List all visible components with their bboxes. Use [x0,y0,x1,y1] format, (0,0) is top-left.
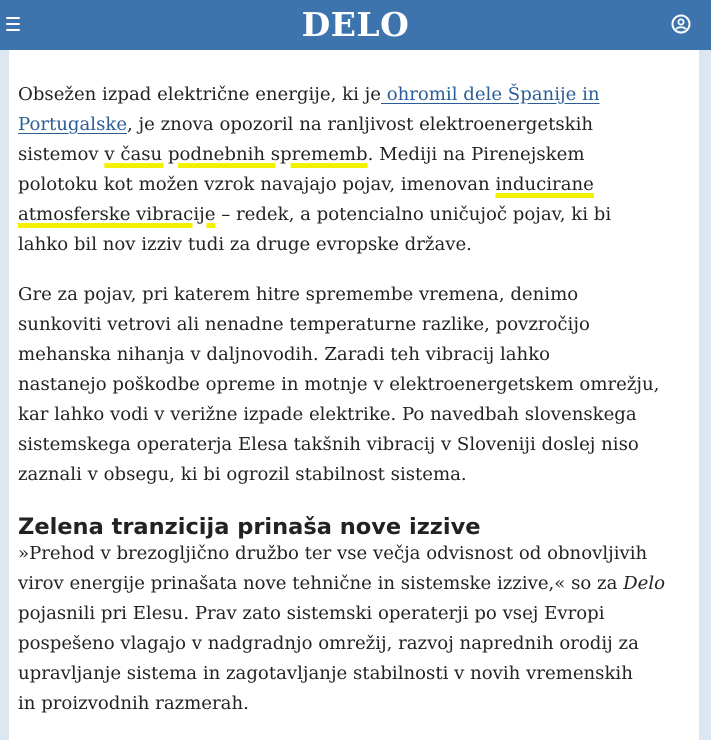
article-link-spain-portugal[interactable]: ohromil dele Španije in [380,84,600,105]
paragraph-text: , je znova opozoril na ranljivost elektroenergetskih [127,114,594,135]
paragraph-text: lahko bil nov izziv tudi za druge evropske države. [18,234,472,255]
article-paragraph-3 [18,539,698,719]
section-heading: Zelena tranzicija prinaša nove izzive [18,514,481,540]
page-margin-left [0,50,9,740]
highlighted-text: v času podnebnih sprememb [104,144,368,165]
paragraph-line: upravljanje sistema in zagotavljanje stabilnosti v novih vremenskih [18,663,633,684]
paragraph-text: virov energije prinašata nove tehnične in sistemske izzive,« so za [18,573,624,594]
paragraph-line: zaznali v obsegu, ki bi ogrozil stabilnost sistema. [18,464,467,485]
site-logo[interactable]: DELO [301,5,410,44]
article-link-portugal[interactable]: Portugalske [18,114,128,135]
page-margin-right [699,50,711,740]
paragraph-line: kar lahko vodi v verižne izpade elektrike. Po navedbah slovenskega [18,404,637,425]
paragraph-line: pojasnili pri Elesu. Prav zato sistemski operaterji po vsej Evropi [18,603,605,624]
user-account-icon[interactable] [671,14,691,34]
paragraph-text: . Mediji na Pirenejskem [367,144,585,165]
highlighted-text: atmosferske vibracije [18,204,216,225]
article-paragraph-2 [18,280,698,490]
paragraph-line: nastanejo poškodbe opreme in motnje v elektroenergetskem omrežju, [18,374,660,395]
paragraph-line: Gre za pojav, pri katerem hitre spremembe vremena, denimo [18,284,579,305]
paragraph-line: pospešeno vlagajo v nadgradnjo omrežij, razvoj naprednih orodij za [18,633,639,654]
top-navigation-bar [0,0,711,50]
hamburger-menu-icon[interactable] [6,17,20,31]
paragraph-text: sistemov [18,144,105,165]
paragraph-line: sistemskega operaterja Elesa takšnih vibracij v Sloveniji doslej niso [18,434,639,455]
paragraph-text: Obsežen izpad električne energije, ki je [18,84,381,105]
paragraph-line: sunkoviti vetrovi ali nenadne temperaturne razlike, povzročijo [18,314,590,335]
article-paragraph-1 [18,80,698,260]
publication-name: Delo [623,573,666,594]
paragraph-line: in proizvodnih razmerah. [18,693,249,714]
paragraph-text: polotoku kot možen vzrok navajajo pojav, imenovan [18,174,496,195]
paragraph-text: – redek, a potencialno uničujoč pojav, ki bi [215,204,612,225]
highlighted-text: inducirane [495,174,594,195]
article-body [9,50,699,740]
paragraph-line: mehanska nihanja v daljnovodih. Zaradi teh vibracij lahko [18,344,551,365]
paragraph-line: »Prehod v brezogljično družbo ter vse večja odvisnost od obnovljivih [18,543,648,564]
